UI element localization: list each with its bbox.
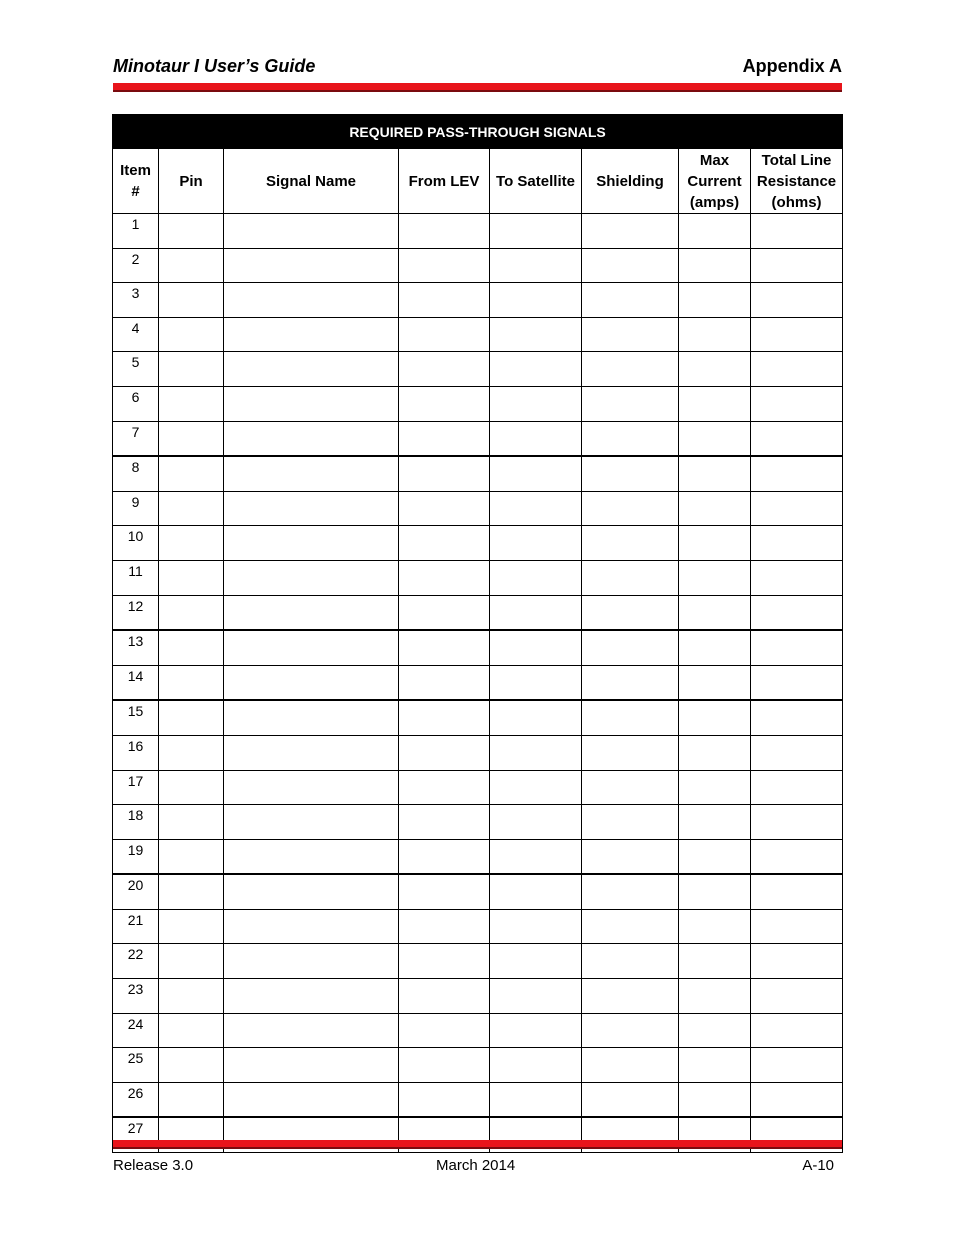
blank-cell xyxy=(751,491,843,526)
blank-cell xyxy=(751,805,843,840)
blank-cell xyxy=(159,248,224,283)
table-row xyxy=(113,979,843,1014)
blank-cell xyxy=(224,770,399,805)
blank-cell xyxy=(582,248,679,283)
blank-cell xyxy=(159,630,224,665)
table-row xyxy=(113,560,843,595)
table-row xyxy=(113,839,843,874)
blank-cell xyxy=(224,874,399,909)
blank-cell xyxy=(490,839,582,874)
item-number: 13 xyxy=(113,630,159,665)
column-header: Item # xyxy=(113,149,159,214)
table-row xyxy=(113,595,843,630)
blank-cell xyxy=(582,386,679,421)
table-header-row xyxy=(113,149,843,214)
blank-cell xyxy=(159,1048,224,1083)
blank-cell xyxy=(224,317,399,352)
blank-cell xyxy=(224,1013,399,1048)
blank-cell xyxy=(224,283,399,318)
blank-cell xyxy=(582,979,679,1014)
item-number: 12 xyxy=(113,595,159,630)
blank-cell xyxy=(679,491,751,526)
blank-cell xyxy=(224,979,399,1014)
blank-cell xyxy=(490,352,582,387)
item-number: 27 xyxy=(113,1117,159,1152)
item-number: 16 xyxy=(113,735,159,770)
table-row xyxy=(113,735,843,770)
blank-cell xyxy=(751,944,843,979)
blank-cell xyxy=(399,805,490,840)
blank-cell xyxy=(582,214,679,249)
blank-cell xyxy=(159,421,224,456)
item-number: 4 xyxy=(113,317,159,352)
blank-cell xyxy=(751,456,843,491)
blank-cell xyxy=(159,770,224,805)
blank-cell xyxy=(490,665,582,700)
blank-cell xyxy=(679,909,751,944)
blank-cell xyxy=(490,700,582,735)
blank-cell xyxy=(582,456,679,491)
table-row xyxy=(113,1082,843,1117)
blank-cell xyxy=(399,560,490,595)
item-number: 5 xyxy=(113,352,159,387)
blank-cell xyxy=(490,595,582,630)
blank-cell xyxy=(399,248,490,283)
blank-cell xyxy=(751,526,843,561)
table-row xyxy=(113,1048,843,1083)
blank-cell xyxy=(582,770,679,805)
blank-cell xyxy=(582,491,679,526)
blank-cell xyxy=(751,421,843,456)
release-label: Release 3.0 xyxy=(113,1157,194,1174)
blank-cell xyxy=(399,839,490,874)
blank-cell xyxy=(679,1013,751,1048)
blank-cell xyxy=(224,805,399,840)
column-header: Total Line Resistance (ohms) xyxy=(751,149,843,214)
blank-cell xyxy=(399,283,490,318)
blank-cell xyxy=(159,944,224,979)
blank-cell xyxy=(751,595,843,630)
blank-cell xyxy=(159,526,224,561)
item-number: 22 xyxy=(113,944,159,979)
blank-cell xyxy=(490,386,582,421)
table-row xyxy=(113,386,843,421)
table-title: REQUIRED PASS-THROUGH SIGNALS xyxy=(113,115,843,149)
blank-cell xyxy=(224,1082,399,1117)
table-row xyxy=(113,944,843,979)
blank-cell xyxy=(399,595,490,630)
blank-cell xyxy=(224,491,399,526)
blank-cell xyxy=(751,770,843,805)
blank-cell xyxy=(159,456,224,491)
item-number: 7 xyxy=(113,421,159,456)
item-number: 17 xyxy=(113,770,159,805)
blank-cell xyxy=(399,770,490,805)
blank-cell xyxy=(751,214,843,249)
section-label: Appendix A xyxy=(742,56,842,76)
blank-cell xyxy=(490,456,582,491)
blank-cell xyxy=(399,214,490,249)
blank-cell xyxy=(399,317,490,352)
blank-cell xyxy=(582,665,679,700)
table-row xyxy=(113,630,843,665)
blank-cell xyxy=(399,735,490,770)
blank-cell xyxy=(582,526,679,561)
blank-cell xyxy=(751,248,843,283)
blank-cell xyxy=(399,1048,490,1083)
blank-cell xyxy=(224,839,399,874)
blank-cell xyxy=(399,491,490,526)
blank-cell xyxy=(490,526,582,561)
table-row xyxy=(113,283,843,318)
blank-cell xyxy=(490,214,582,249)
blank-cell xyxy=(679,735,751,770)
blank-cell xyxy=(582,1082,679,1117)
table-row xyxy=(113,421,843,456)
blank-cell xyxy=(582,839,679,874)
blank-cell xyxy=(751,1013,843,1048)
item-number: 18 xyxy=(113,805,159,840)
item-number: 10 xyxy=(113,526,159,561)
blank-cell xyxy=(751,630,843,665)
blank-cell xyxy=(490,944,582,979)
table-row xyxy=(113,491,843,526)
blank-cell xyxy=(224,456,399,491)
blank-cell xyxy=(582,283,679,318)
blank-cell xyxy=(751,700,843,735)
table-row xyxy=(113,805,843,840)
table-row xyxy=(113,352,843,387)
blank-cell xyxy=(490,805,582,840)
blank-cell xyxy=(159,700,224,735)
blank-cell xyxy=(679,352,751,387)
blank-cell xyxy=(159,560,224,595)
blank-cell xyxy=(582,735,679,770)
item-number: 8 xyxy=(113,456,159,491)
table-row xyxy=(113,874,843,909)
blank-cell xyxy=(679,317,751,352)
blank-cell xyxy=(159,386,224,421)
item-number: 19 xyxy=(113,839,159,874)
item-number: 20 xyxy=(113,874,159,909)
blank-cell xyxy=(159,352,224,387)
blank-cell xyxy=(399,421,490,456)
blank-cell xyxy=(751,665,843,700)
blank-cell xyxy=(679,214,751,249)
blank-cell xyxy=(679,1048,751,1083)
blank-cell xyxy=(751,386,843,421)
document-title: Minotaur I User’s Guide xyxy=(113,56,316,76)
blank-cell xyxy=(399,1082,490,1117)
blank-cell xyxy=(751,1048,843,1083)
blank-cell xyxy=(582,1013,679,1048)
column-header: From LEV xyxy=(399,149,490,214)
blank-cell xyxy=(582,700,679,735)
blank-cell xyxy=(751,735,843,770)
blank-cell xyxy=(751,283,843,318)
blank-cell xyxy=(582,630,679,665)
blank-cell xyxy=(490,317,582,352)
blank-cell xyxy=(224,909,399,944)
blank-cell xyxy=(490,770,582,805)
blank-cell xyxy=(679,805,751,840)
blank-cell xyxy=(399,665,490,700)
table-row xyxy=(113,665,843,700)
item-number: 3 xyxy=(113,283,159,318)
blank-cell xyxy=(582,317,679,352)
item-number: 15 xyxy=(113,700,159,735)
blank-cell xyxy=(159,214,224,249)
blank-cell xyxy=(679,595,751,630)
blank-cell xyxy=(399,909,490,944)
table-row xyxy=(113,1013,843,1048)
blank-cell xyxy=(751,352,843,387)
item-number: 24 xyxy=(113,1013,159,1048)
blank-cell xyxy=(159,874,224,909)
item-number: 26 xyxy=(113,1082,159,1117)
blank-cell xyxy=(751,874,843,909)
blank-cell xyxy=(679,630,751,665)
column-header: Shielding xyxy=(582,149,679,214)
blank-cell xyxy=(751,909,843,944)
column-header: Pin xyxy=(159,149,224,214)
blank-cell xyxy=(679,770,751,805)
item-number: 1 xyxy=(113,214,159,249)
blank-cell xyxy=(159,1013,224,1048)
blank-cell xyxy=(490,248,582,283)
blank-cell xyxy=(159,665,224,700)
blank-cell xyxy=(679,874,751,909)
table-row xyxy=(113,770,843,805)
blank-cell xyxy=(399,352,490,387)
blank-cell xyxy=(399,979,490,1014)
blank-cell xyxy=(490,735,582,770)
blank-cell xyxy=(490,421,582,456)
blank-cell xyxy=(751,839,843,874)
blank-cell xyxy=(490,630,582,665)
blank-cell xyxy=(679,421,751,456)
blank-cell xyxy=(679,456,751,491)
blank-cell xyxy=(159,735,224,770)
blank-cell xyxy=(751,317,843,352)
blank-cell xyxy=(582,874,679,909)
blank-cell xyxy=(399,874,490,909)
blank-cell xyxy=(582,909,679,944)
blank-cell xyxy=(490,1048,582,1083)
blank-cell xyxy=(582,560,679,595)
table-row xyxy=(113,700,843,735)
item-number: 2 xyxy=(113,248,159,283)
blank-cell xyxy=(679,386,751,421)
blank-cell xyxy=(399,700,490,735)
column-header: To Satellite xyxy=(490,149,582,214)
blank-cell xyxy=(399,944,490,979)
blank-cell xyxy=(399,456,490,491)
blank-cell xyxy=(679,560,751,595)
item-number: 25 xyxy=(113,1048,159,1083)
table-body xyxy=(113,214,843,1153)
blank-cell xyxy=(224,526,399,561)
blank-cell xyxy=(399,386,490,421)
blank-cell xyxy=(679,700,751,735)
blank-cell xyxy=(490,560,582,595)
blank-cell xyxy=(159,805,224,840)
blank-cell xyxy=(679,944,751,979)
blank-cell xyxy=(490,491,582,526)
blank-cell xyxy=(159,839,224,874)
blank-cell xyxy=(490,909,582,944)
table-row xyxy=(113,248,843,283)
blank-cell xyxy=(224,700,399,735)
blank-cell xyxy=(224,421,399,456)
blank-cell xyxy=(159,317,224,352)
blank-cell xyxy=(490,283,582,318)
column-header: Max Current (amps) xyxy=(679,149,751,214)
blank-cell xyxy=(490,874,582,909)
blank-cell xyxy=(679,248,751,283)
blank-cell xyxy=(224,944,399,979)
blank-cell xyxy=(224,560,399,595)
item-number: 11 xyxy=(113,560,159,595)
blank-cell xyxy=(679,839,751,874)
blank-cell xyxy=(224,1048,399,1083)
blank-cell xyxy=(224,735,399,770)
blank-cell xyxy=(224,214,399,249)
blank-cell xyxy=(490,1082,582,1117)
blank-cell xyxy=(582,352,679,387)
blank-cell xyxy=(679,283,751,318)
blank-cell xyxy=(490,1013,582,1048)
blank-cell xyxy=(399,526,490,561)
blank-cell xyxy=(224,248,399,283)
column-header: Signal Name xyxy=(224,149,399,214)
table-row xyxy=(113,317,843,352)
blank-cell xyxy=(159,979,224,1014)
blank-cell xyxy=(224,630,399,665)
blank-cell xyxy=(582,944,679,979)
footer-divider xyxy=(113,1140,842,1149)
date-label: March 2014 xyxy=(436,1157,516,1174)
blank-cell xyxy=(679,526,751,561)
header-divider xyxy=(113,83,842,92)
blank-cell xyxy=(751,979,843,1014)
blank-cell xyxy=(582,421,679,456)
item-number: 14 xyxy=(113,665,159,700)
blank-cell xyxy=(159,595,224,630)
blank-cell xyxy=(159,909,224,944)
blank-cell xyxy=(490,979,582,1014)
blank-cell xyxy=(751,1082,843,1117)
table-row xyxy=(113,456,843,491)
blank-cell xyxy=(679,665,751,700)
table-row xyxy=(113,214,843,249)
table-row xyxy=(113,526,843,561)
table-row xyxy=(113,909,843,944)
blank-cell xyxy=(582,595,679,630)
blank-cell xyxy=(224,665,399,700)
blank-cell xyxy=(679,1082,751,1117)
blank-cell xyxy=(751,560,843,595)
blank-cell xyxy=(159,491,224,526)
item-number: 23 xyxy=(113,979,159,1014)
blank-cell xyxy=(224,595,399,630)
item-number: 6 xyxy=(113,386,159,421)
item-number: 21 xyxy=(113,909,159,944)
page-number: A-10 xyxy=(802,1157,834,1174)
pass-through-signals-table xyxy=(112,114,843,1153)
blank-cell xyxy=(224,386,399,421)
blank-cell xyxy=(582,805,679,840)
blank-cell xyxy=(224,352,399,387)
blank-cell xyxy=(159,283,224,318)
blank-cell xyxy=(679,979,751,1014)
blank-cell xyxy=(582,1048,679,1083)
item-number: 9 xyxy=(113,491,159,526)
blank-cell xyxy=(399,1013,490,1048)
blank-cell xyxy=(159,1082,224,1117)
blank-cell xyxy=(399,630,490,665)
